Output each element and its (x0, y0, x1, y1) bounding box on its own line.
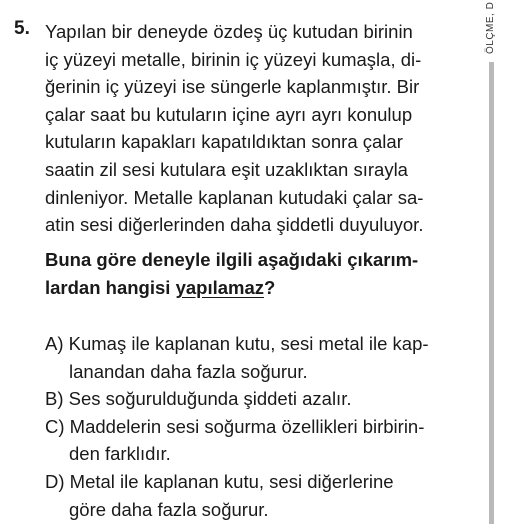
option-a[interactable]: A) Kumaş ile kaplanan kutu, sesi metal ile kap- (45, 333, 429, 354)
option-c[interactable]: C) Maddelerin sesi soğurma özellikleri birbirin- (45, 415, 425, 437)
side-label-text: ÖLÇME, D (485, 1, 496, 54)
question-prompt (45, 246, 418, 301)
option-d[interactable]: D) Metal ile kaplanan kutu, sesi diğerlerine (45, 470, 394, 492)
question-stem (45, 18, 477, 239)
option-c-continued[interactable]: den farklıdır. (69, 443, 171, 465)
prompt-prefix: lardan hangisi (45, 276, 176, 298)
prompt-line (45, 274, 418, 302)
stem-line: kutuların kapakları kapatıldıktan sonra çalar (45, 131, 403, 153)
stem-line: ğerinin iç yüzeyi ise süngerle kaplanmıştır. Bir (45, 76, 420, 98)
side-label (484, 0, 498, 56)
stem-line: iç yüzeyi metalle, birinin iç yüzeyi kumaşla, di- (45, 48, 422, 70)
prompt-underlined-word: yapılamaz (175, 276, 264, 298)
option-b[interactable]: B) Ses soğurulduğunda şiddeti azalır. (45, 388, 352, 410)
option-d-continued[interactable]: göre daha fazla soğurur. (69, 498, 269, 520)
answer-options (45, 330, 429, 523)
question-number: 5. (14, 18, 30, 39)
stem-line: saatin zil sesi kutulara eşit uzaklıktan sırayla (45, 158, 408, 180)
stem-line: çalar saat bu kutuların içine ayrı ayrı konulup (45, 103, 413, 125)
side-divider (489, 62, 494, 524)
stem-line: Yapılan bir deneyde özdeş üç kutudan birinin (45, 21, 413, 42)
stem-line: dinleniyor. Metalle kaplanan kutudaki çalar sa- (45, 186, 424, 208)
stem-line: atin sesi diğerlerinden daha şiddetli duyuluyor. (45, 214, 424, 236)
option-a-continued[interactable]: lanandan daha fazla soğurur. (69, 360, 308, 382)
prompt-line: Buna göre deneyle ilgili aşağıdaki çıkarım- (45, 249, 419, 270)
prompt-suffix: ? (264, 276, 276, 298)
